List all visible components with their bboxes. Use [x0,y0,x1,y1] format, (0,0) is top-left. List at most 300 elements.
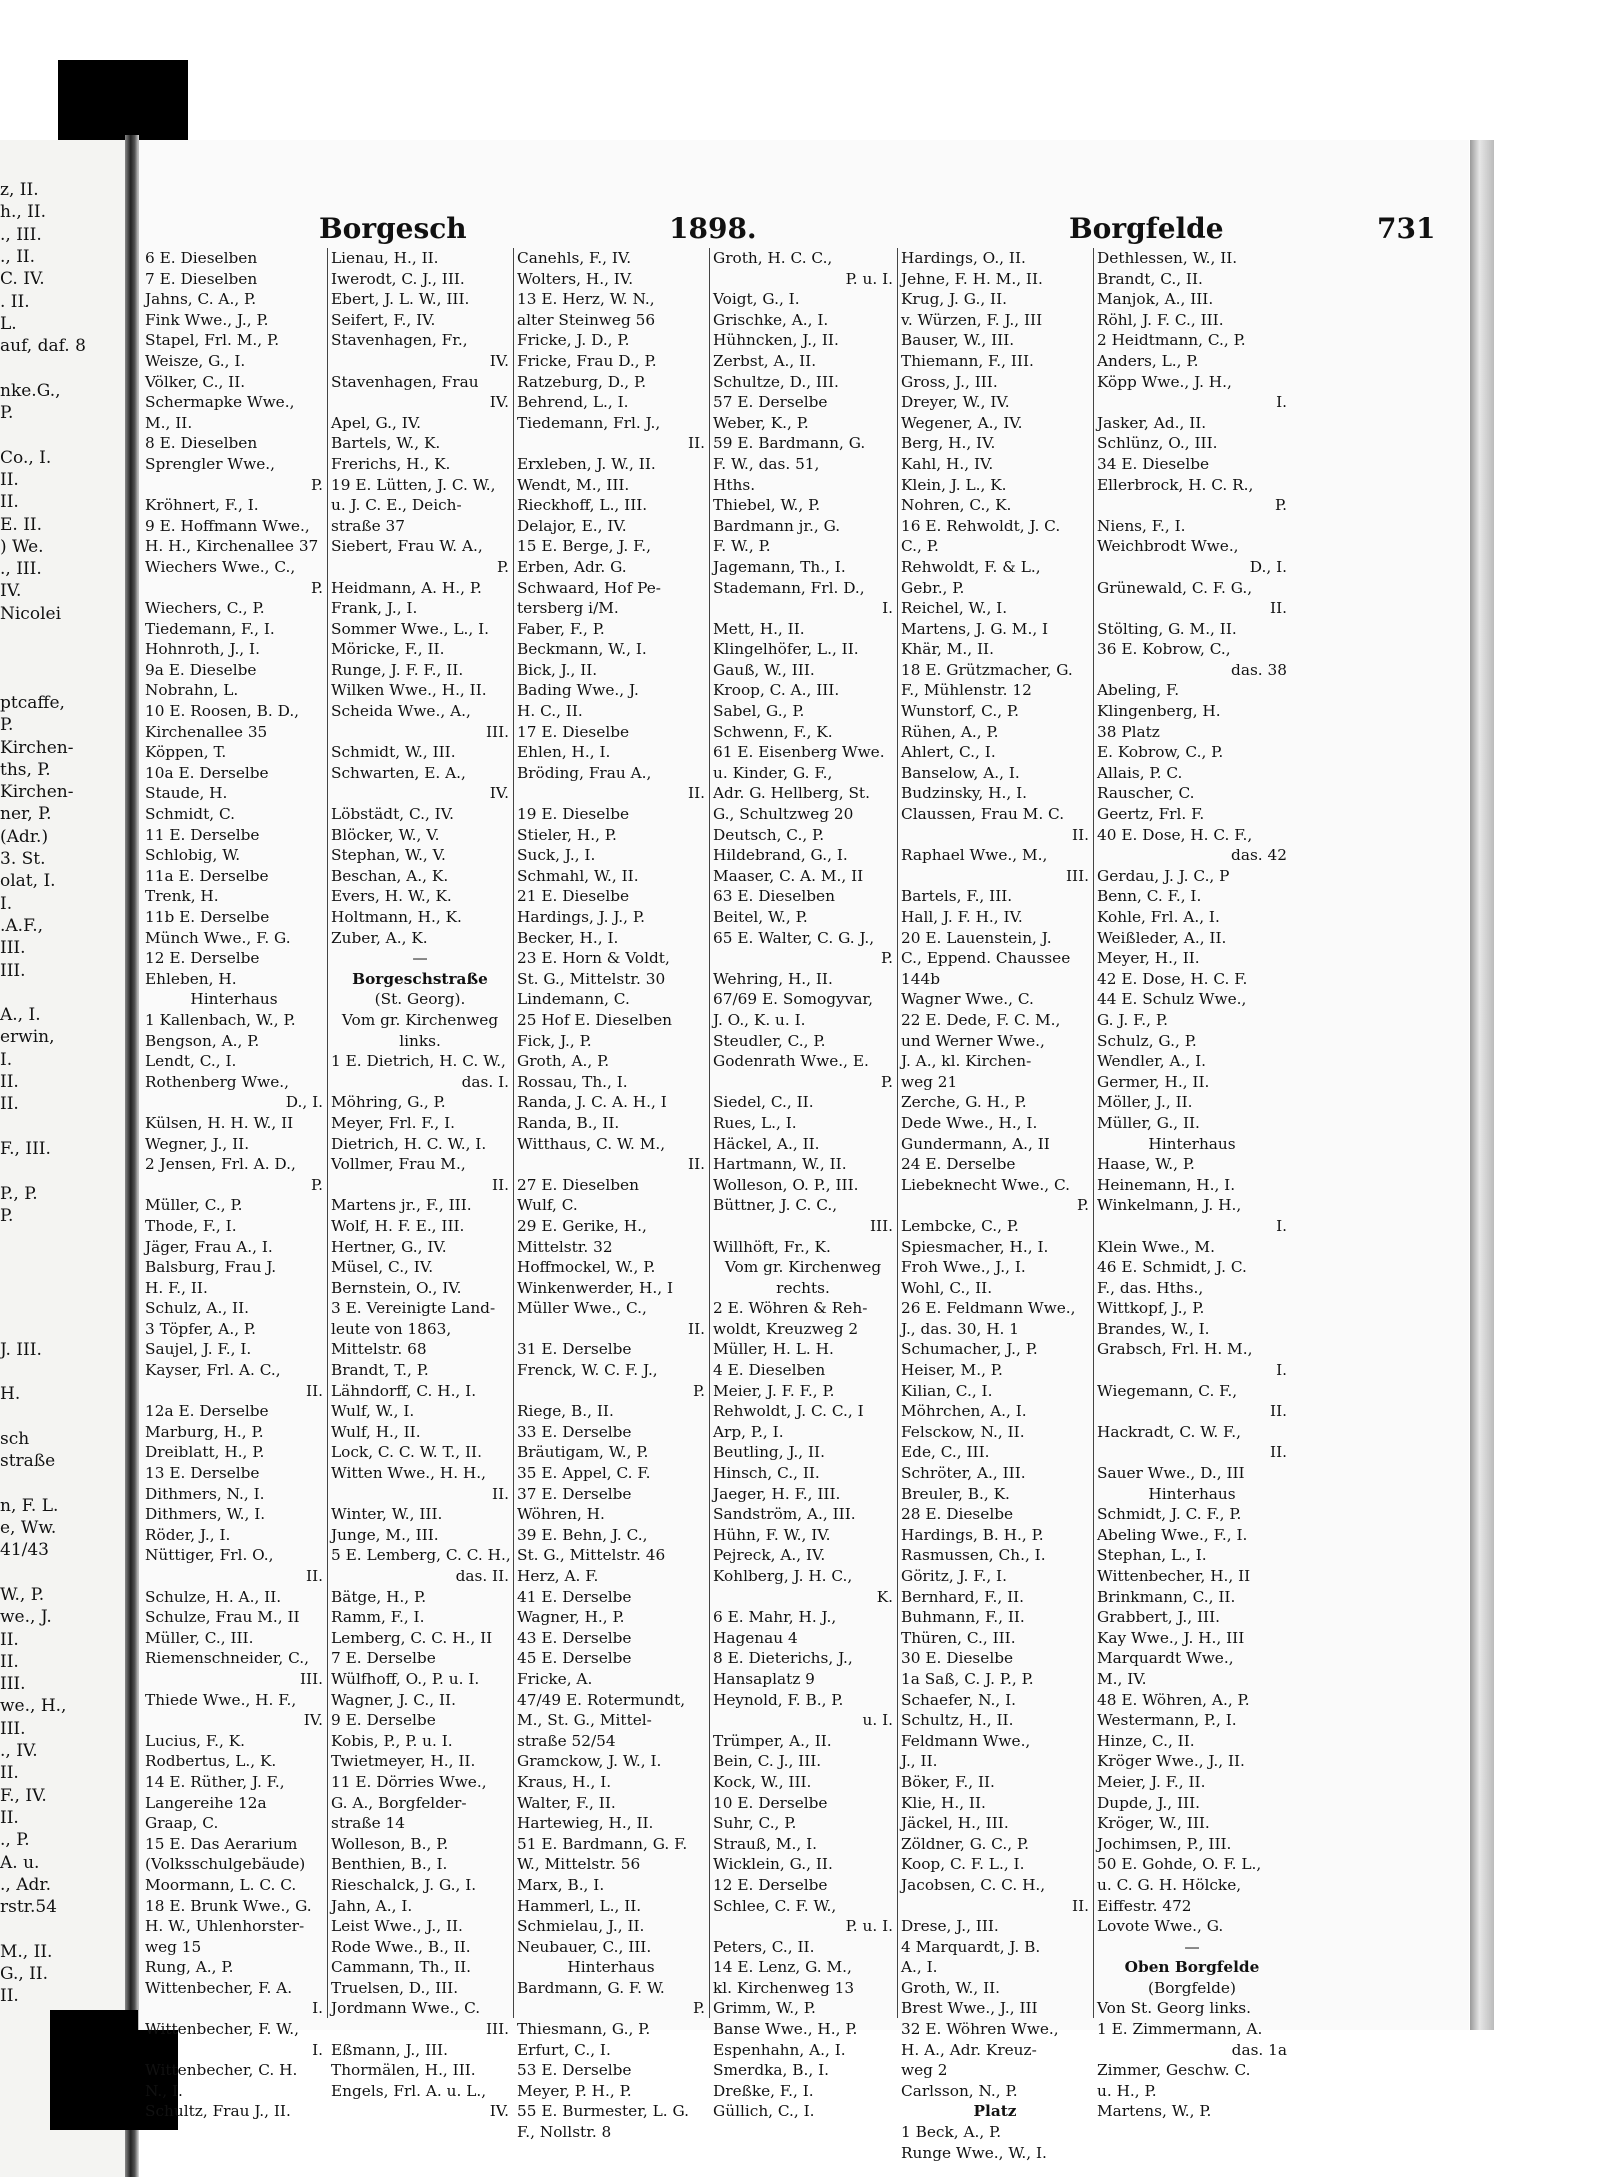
directory-entry: 51 E. Bardmann, G. F. [517,1834,688,1853]
directory-entry: Von St. Georg links. [1097,1999,1251,2018]
directory-entry: Wulf, W., I. [331,1402,415,1421]
directory-entry: 27 E. Dieselben [517,1175,639,1194]
directory-entry: Siebert, Frau W. A., [331,537,483,556]
left-page-fragment: auf, daf. 8 [0,336,86,357]
directory-entry: Jahn, A., I. [331,1896,413,1915]
directory-entry: Schwarten, E. A., [331,763,466,782]
directory-entry: links. [399,1031,441,1050]
directory-entry: Langereihe 12a [145,1793,267,1812]
directory-entry: Thormälen, H., III. [331,2061,476,2080]
directory-entry: Dede Wwe., H., I. [901,1113,1038,1132]
directory-entry: IV. [489,2102,509,2121]
directory-entry: Trenk, H. [145,887,219,906]
directory-entry: 4 E. Dieselben [713,1361,826,1380]
directory-entry: Möhrchen, A., I. [901,1402,1027,1421]
directory-entry: Wunstorf, C., P. [901,702,1019,721]
directory-entry: 1 Kallenbach, W., P. [145,1010,296,1029]
directory-entry: Münch Wwe., F. G. [145,928,291,947]
directory-entry: 10a E. Derselbe [145,763,269,782]
directory-entry: Erxleben, J. W., II. [517,454,656,473]
directory-entry: F., Mühlenstr. 12 [901,681,1032,700]
directory-entry: Hertner, G., IV. [331,1237,447,1256]
right-keyword: Borgfelde [1069,212,1224,245]
directory-entry: Jagemann, Th., I. [713,557,846,576]
directory-entry: 36 E. Kobrow, C., [1097,640,1231,659]
directory-entry: Heiser, M., P. [901,1361,1003,1380]
directory-entry: Vom gr. Kirchenweg [724,1258,882,1277]
directory-entry: Smerdka, B., I. [713,2061,829,2080]
directory-entry: Schulz, G., P. [1097,1031,1197,1050]
directory-entry: P. [1274,496,1287,515]
left-page-fragment: 3. St. [0,849,46,869]
page-number: 731 [1377,212,1436,245]
directory-entry: Beckmann, W., I. [517,640,647,659]
directory-entry: Wöhren, H. [517,1505,605,1524]
directory-entry: Wiegemann, C. F., [1097,1381,1238,1400]
directory-entry: P. [880,949,893,968]
directory-entry: Gauß, W., III. [713,660,815,679]
directory-entry: Brandes, W., I. [1097,1319,1210,1338]
directory-entry: Westermann, P., I. [1097,1711,1237,1730]
directory-entry: Stademann, Frl. D., [713,578,865,597]
directory-entry: Schulze, H. A., II. [145,1587,282,1606]
directory-entry: 32 E. Wöhren Wwe., [901,2020,1059,2039]
directory-entry: M., IV. [1097,1669,1147,1688]
left-page-fragment: Nicolei [0,603,62,624]
directory-entry: Faber, F., P. [517,619,605,638]
left-page-fragment: III. [0,960,26,981]
directory-entry: 47/49 E. Rotermundt, [517,1690,686,1709]
directory-entry: Dithmers, N., I. [145,1484,265,1503]
directory-entry: Claussen, Frau M. C. [901,805,1065,824]
directory-entry: 29 E. Gerike, H., [517,1216,647,1235]
directory-entry: Büttner, J. C. C., [713,1196,838,1215]
column-1 [145,248,323,2121]
directory-entry: F. W., das. 51, [713,454,820,473]
directory-entry: Winkenwerder, H., I [517,1278,674,1297]
directory-entry: Lienau, H., II. [331,249,439,267]
directory-entry: Rodbertus, L., K. [145,1752,277,1771]
directory-entry: Wegener, A., IV. [901,413,1023,432]
directory-entry: 10 E. Derselbe [713,1793,828,1812]
directory-entry: Saujel, J. F., I. [145,1340,252,1359]
directory-entry: P. u. I. [845,1917,893,1936]
directory-entry: 7 E. Dieselben [145,269,258,288]
left-page-fragment: W., P. [0,1584,45,1605]
left-page-fragment: J. III. [0,1339,42,1360]
directory-entry: Wolters, H., IV. [517,269,634,288]
directory-entry: Rues, L., I. [713,1113,797,1132]
directory-entry: Hinze, C., II. [1097,1731,1195,1750]
directory-entry: 19 E. Lütten, J. C. W., [331,475,496,494]
directory-entry: II. [1270,599,1287,618]
directory-entry: Wohl, C., II. [901,1278,993,1297]
directory-entry: Becker, H., I. [517,928,619,947]
directory-entry: — [1184,1937,1200,1956]
directory-entry: Martens jr., F., III. [331,1196,472,1215]
directory-entry: 21 E. Dieselbe [517,887,630,906]
directory-entry: Hartewieg, H., II. [517,1814,654,1833]
directory-entry: Lendt, C., I. [145,1052,237,1071]
directory-entry: Schermapke Wwe., [145,393,295,412]
directory-entry: P. [310,578,323,597]
directory-entry: 10 E. Roosen, B. D., [145,702,300,721]
left-page-fragment: .A.F., [0,915,44,936]
directory-entry: 12 E. Derselbe [145,949,260,968]
directory-entry: Rauscher, C. [1097,784,1195,803]
left-page-fragment: erwin, [0,1027,55,1048]
directory-entry: Hoffmockel, W., P. [517,1258,656,1277]
directory-entry: N., I. [145,2081,183,2100]
directory-entry: Rossau, Th., I. [517,1072,628,1091]
directory-entry: Adr. G. Hellberg, St. [713,784,870,803]
directory-entry: Stavenhagen, Frau [331,372,479,391]
directory-entry: Zerbst, A., II. [713,351,817,370]
directory-entry: Schlünz, O., III. [1097,434,1218,453]
directory-entry: Benthien, B., I. [331,1855,448,1874]
directory-entry: Rothenberg Wwe., [145,1072,290,1091]
directory-entry: Reichel, W., I. [901,599,1008,618]
directory-entry: 38 Platz [1097,722,1160,741]
left-page-fragment: II. [0,492,19,513]
directory-entry: Dreiblatt, H., P. [145,1443,265,1462]
directory-entry: 14 E. Rüther, J. F., [145,1772,285,1791]
directory-entry: Beutling, J., II. [713,1443,825,1462]
directory-entry: 1 E. Zimmermann, A. [1097,2020,1263,2039]
directory-entry: Heinemann, H., I. [1097,1175,1236,1194]
directory-entry: Schmidt, W., III. [331,743,456,762]
directory-entry: Nobrahn, L. [145,681,239,700]
directory-entry: Köpp Wwe., J. H., [1097,372,1232,391]
directory-entry: 11 E. Derselbe [145,825,260,844]
directory-entry: Vollmer, Frau M., [331,1155,466,1174]
directory-entry: Beschan, A., K. [331,866,449,885]
column-4 [713,248,893,2121]
directory-entry: Cammann, Th., II. [331,1958,471,1977]
directory-entry: Tiedemann, F., I. [145,619,275,638]
left-page-fragment: II. [0,1651,19,1672]
directory-entry: II. [306,1567,323,1585]
directory-entry: Kroop, C. A., III. [713,681,840,700]
directory-entry: Witten Wwe., H. H., [331,1464,486,1483]
directory-entry: K. [876,1587,893,1606]
directory-entry: 7 E. Derselbe [331,1649,436,1668]
year: 1898. [669,212,757,245]
directory-entry: I. [312,2040,323,2059]
directory-entry: Rehwoldt, F. & L., [901,557,1041,576]
directory-entry: Jordmann Wwe., C. [331,1999,481,2018]
directory-entry: Stieler, H., P. [517,825,617,844]
left-page-fragment: P. [0,403,14,423]
directory-entry: 26 E. Feldmann Wwe., [901,1299,1076,1318]
directory-entry: Godenrath Wwe., E. [713,1052,869,1071]
directory-entry: Meier, J. F. F., P. [713,1381,835,1400]
directory-entry: Grischke, A., I. [713,310,829,329]
directory-entry: Buhmann, F., II. [901,1608,1025,1627]
directory-entry: Weißleder, A., II. [1097,928,1227,947]
directory-entry: Rode Wwe., B., II. [331,1937,471,1956]
directory-entry: leute von 1863, [331,1319,452,1338]
directory-entry: II. [306,1381,323,1400]
directory-entry: Lembcke, C., P. [901,1216,1019,1235]
directory-entry: Klingenberg, H. [1097,702,1221,721]
directory-entry: Klie, H., II. [901,1793,986,1812]
directory-entry: 40 E. Dose, H. C. F., [1097,825,1253,844]
left-page-fragment: II. [0,1807,19,1828]
directory-entry: Frenck, W. C. F. J., [517,1361,658,1380]
directory-entry: Krug, J. G., II. [901,290,1007,309]
directory-entry: 18 E. Grützmacher, G. [901,660,1073,679]
directory-entry: Voigt, G., I. [713,290,800,309]
directory-entry: 8 E. Dieselben [145,434,258,453]
directory-entry: J., II. [901,1752,938,1771]
directory-entry: Suck, J., I. [517,846,596,865]
left-page-fragment: G., II. [0,1964,49,1984]
left-page-fragment: ) We. [0,536,44,557]
directory-entry: Scheida Wwe., A., [331,702,471,721]
directory-entry: Randa, J. C. A. H., I [517,1093,667,1112]
directory-entry: 6 E. Dieselben [145,249,258,267]
directory-entry: Grabsch, Frl. H. M., [1097,1340,1253,1359]
directory-entry: P. [310,1175,323,1194]
directory-entry: Anders, L., P. [1097,351,1199,370]
directory-entry: 17 E. Dieselbe [517,722,630,741]
directory-entry: (Borgfelde) [1148,1978,1236,1997]
directory-entry: 18 E. Brunk Wwe., G. [145,1896,312,1915]
directory-entry: Vom gr. Kirchenweg [341,1010,499,1029]
directory-entry: Jasker, Ad., II. [1097,413,1207,432]
directory-entry: II. [1270,1443,1287,1462]
directory-entry: 13 E. Herz, W. N., [517,290,655,309]
directory-entry: H. W., Uhlenhorster- [145,1917,305,1936]
left-page-fragment: (Adr.) [0,826,49,847]
left-page-fragment: e, Ww. [0,1518,57,1538]
left-page-fragment: III. [0,1674,26,1695]
directory-entry: Schmidt, J. C. F., P. [1097,1505,1242,1524]
directory-entry: Martens, W., P. [1097,2102,1212,2121]
directory-entry: 53 E. Derselbe [517,2061,632,2080]
directory-entry: Banse Wwe., H., P. [713,2020,858,2039]
directory-entry: u. J. C. E., Deich- [331,496,462,515]
directory-entry: Wolleson, O. P., III. [713,1175,859,1194]
directory-entry: Wilken Wwe., H., II. [331,681,487,700]
directory-entry: Köppen, T. [145,743,227,762]
directory-entry: III. [870,1216,893,1235]
directory-entry: Randa, B., II. [517,1113,620,1132]
directory-entry: Klein Wwe., M. [1097,1237,1215,1256]
directory-entry: 48 E. Wöhren, A., P. [1097,1690,1250,1709]
directory-entry: Wittenbecher, F. A. [145,1978,293,1997]
left-page-fragment: C. IV. [0,269,45,290]
directory-entry: G., Schultzweg 20 [713,805,854,824]
column-3 [517,248,705,2142]
directory-entry: Dithmers, W., I. [145,1505,266,1524]
directory-entry: Marburg, H., P. [145,1422,264,1441]
directory-entry: 12 E. Derselbe [713,1875,828,1894]
directory-entry: Feldmann Wwe., [901,1731,1031,1750]
directory-entry: Dreßke, F., I. [713,2081,814,2100]
directory-entry: Apel, G., IV. [331,413,422,432]
directory-entry: Espenhahn, A., I. [713,2040,846,2059]
directory-entry: Hinterhaus [1148,1134,1236,1153]
directory-entry: St. G., Mittelstr. 30 [517,969,666,988]
directory-entry: Löbstädt, C., IV. [331,805,454,824]
directory-entry: Bardmann jr., G. [713,516,841,535]
directory-entry: Sandström, A., III. [713,1505,856,1524]
directory-entry: Witthaus, C. W. M., [517,1134,666,1153]
directory-entry: Willhöft, Fr., K. [713,1237,831,1256]
left-page-fragment: F., IV. [0,1785,47,1806]
directory-entry: Hinterhaus [190,990,278,1009]
directory-entry: Kay Wwe., J. H., III [1097,1628,1245,1647]
directory-entry: Möller, J., II. [1097,1093,1193,1112]
directory-entry: Bernhard, F., II. [901,1587,1025,1606]
directory-entry: Wagner Wwe., C. [901,990,1034,1009]
directory-entry: Spiesmacher, H., I. [901,1237,1049,1256]
directory-entry: Bröding, Frau A., [517,763,652,782]
directory-entry: 37 E. Derselbe [517,1484,632,1503]
directory-entry: H. H., Kirchenallee 37 [145,537,319,556]
directory-entry: Grünewald, C. F. G., [1097,578,1253,597]
directory-entry: Blöcker, W., V. [331,825,440,844]
directory-entry: Hinsch, C., II. [713,1464,820,1483]
directory-entry: Hths. [713,475,756,494]
directory-entry: Müsel, C., IV. [331,1258,434,1277]
directory-entry: (Volksschulgebäude) [145,1855,306,1874]
directory-entry: H. F., II. [145,1278,208,1297]
directory-entry: Meyer, P. H., P. [517,2081,632,2100]
directory-entry: Geertz, Frl. F. [1097,805,1205,824]
directory-entry: II. [1270,1402,1287,1421]
directory-entry: M., II. [145,413,193,432]
directory-entry: Schultz, H., II. [901,1711,1014,1730]
page-header [139,212,1469,252]
directory-entry: Jäckel, H., III. [901,1814,1009,1833]
directory-entry: F. W., P. [713,537,771,556]
directory-entry: straße 37 [331,516,406,535]
directory-entry: Göritz, J. F., I. [901,1567,1007,1585]
directory-entry: 23 E. Horn & Voldt, [517,949,670,968]
directory-entry: Mittelstr. 32 [517,1237,613,1256]
directory-entry: Moormann, L. C. C. [145,1875,297,1894]
directory-entry: IV. [489,351,509,370]
directory-entry: Fink Wwe., J., P. [145,310,269,329]
directory-entry: Weber, K., P. [713,413,809,432]
left-page-fragment: H. [0,1384,21,1405]
directory-entry: Schumacher, J., P. [901,1340,1038,1359]
directory-entry: 46 E. Schmidt, J. C. [1097,1258,1247,1277]
directory-entry: Wolf, H. F. E., III. [331,1216,465,1235]
directory-entry: II. [1072,1896,1089,1915]
directory-entry: Bartels, W., K. [331,434,441,453]
directory-entry: II. [688,1155,705,1174]
directory-entry: Schwenn, F., K. [713,722,833,741]
directory-entry: Martens, J. G. M., I [901,619,1049,638]
directory-entry: Engels, Frl. A. u. L., [331,2081,487,2100]
directory-entry: Marquardt Wwe., [1097,1649,1234,1668]
directory-entry: Hildebrand, G., I. [713,846,848,865]
directory-entry: 1 Beck, A., P. [901,2123,1002,2142]
directory-entry: III. [486,722,509,741]
directory-entry: woldt, Kreuzweg 2 [713,1319,859,1338]
left-keyword: Borgesch [319,212,467,245]
directory-entry: Schmidt, C. [145,805,235,824]
directory-entry: Hall, J. F. H., IV. [901,908,1023,926]
directory-entry: 45 E. Derselbe [517,1649,632,1668]
directory-entry: Brest Wwe., J., III [901,1999,1038,2018]
directory-entry: Platz [973,2102,1017,2121]
directory-entry: Behrend, L., I. [517,393,629,412]
directory-entry: Sprengler Wwe., [145,454,275,473]
directory-entry: III. [1066,866,1089,885]
directory-entry: Rehwoldt, J. C. C., I [713,1402,864,1421]
directory-entry: Hinterhaus [567,1958,655,1977]
directory-entry: Winter, W., III. [331,1505,443,1524]
directory-entry: Hühncken, J., II. [713,331,839,350]
directory-entry: Strauß, M., I. [713,1834,818,1853]
directory-entry: Truelsen, D., III. [331,1978,459,1997]
directory-entry: Thiede Wwe., H. F., [145,1690,297,1709]
left-page-fragment: L. [0,313,17,334]
directory-entry: G. J. F., P. [1097,1010,1168,1029]
directory-entry: M., St. G., Mittel- [517,1711,652,1730]
directory-entry: 61 E. Eisenberg Wwe. [713,743,885,762]
directory-entry: Müller, H. L. H. [713,1340,834,1359]
directory-page [138,140,1469,2162]
directory-entry: Rühen, A., P. [901,722,999,741]
directory-entry: Runge Wwe., W., I. [901,2143,1047,2162]
left-page-fragment: we., H., [0,1696,67,1717]
directory-entry: Hinterhaus [1148,1484,1236,1503]
directory-entry: Fricke, A. [517,1669,593,1688]
page-stack-edge [1470,140,1494,2030]
directory-entry: Graap, C. [145,1814,219,1833]
directory-entry: Lindemann, C. [517,990,630,1009]
directory-entry: St. G., Mittelstr. 46 [517,1546,666,1565]
directory-entry: 2 Jensen, Frl. A. D., [145,1155,296,1174]
directory-entry: Wehring, H., II. [713,969,833,988]
directory-entry: Allais, P. C. [1097,763,1183,782]
directory-entry: Sommer Wwe., L., I. [331,619,490,638]
directory-entry: 39 E. Behn, J. C., [517,1525,648,1544]
directory-entry: Rasmussen, Ch., I. [901,1546,1046,1565]
directory-entry: Erfurt, C., I. [517,2040,611,2059]
directory-entry: Heynold, F. B., P. [713,1690,844,1709]
directory-entry: Bengson, A., P. [145,1031,260,1050]
directory-entry: Stavenhagen, Fr., [331,331,468,350]
directory-entry: Canehls, F., IV. [517,249,632,267]
directory-entry: Trümper, A., II. [713,1731,832,1750]
left-page-fragment: P. [0,1205,14,1226]
left-page-fragment: E. II. [0,514,43,535]
directory-entry: Fricke, J. D., P. [517,331,630,350]
directory-entry: Schulze, Frau M., II [145,1608,300,1627]
directory-entry: Schlobig, W. [145,846,241,865]
book-gutter [125,135,139,2177]
directory-entry: D., I. [1249,557,1287,576]
directory-entry: 8 E. Dieterichs, J., [713,1649,853,1668]
directory-entry: Bernstein, O., IV. [331,1278,462,1297]
directory-entry: Balsburg, Frau J. [145,1258,277,1277]
directory-entry: Ellerbrock, H. C. R., [1097,475,1254,494]
directory-entry: Meier, J. F., II. [1097,1772,1206,1791]
directory-entry: 41 E. Derselbe [517,1587,632,1606]
directory-entry: Hohnroth, J., I. [145,640,260,659]
directory-entry: G. A., Borgfelder- [331,1793,467,1812]
directory-entry: II. [492,1175,509,1194]
left-page-fragment: ., P. [0,1830,30,1851]
directory-entry: 11 E. Dörries Wwe., [331,1772,487,1791]
